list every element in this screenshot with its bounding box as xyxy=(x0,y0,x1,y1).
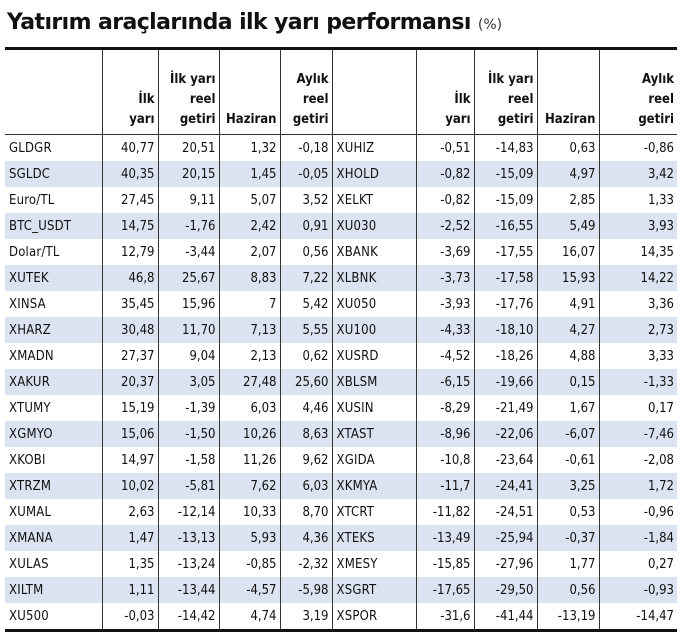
left-aylik-cell: -5,98 xyxy=(280,577,332,603)
table-row xyxy=(5,343,677,369)
left-reel-cell: -1,76 xyxy=(158,213,219,239)
right-ilk-yari-cell: -8,29 xyxy=(416,395,474,421)
right-reel-cell: -21,49 xyxy=(474,395,537,421)
left-aylik-cell: 0,91 xyxy=(280,213,332,239)
left-aylik-cell: 0,56 xyxy=(280,239,332,265)
header-haziran-right: Haziran xyxy=(537,50,599,135)
right-reel-cell: -15,09 xyxy=(474,161,537,187)
right-name-cell: XU030 xyxy=(332,213,416,239)
left-aylik-cell: 25,60 xyxy=(280,369,332,395)
left-ilk-yari-cell: 40,35 xyxy=(102,161,158,187)
right-ilk-yari-cell: -11,7 xyxy=(416,473,474,499)
left-ilk-yari-cell: 27,45 xyxy=(102,187,158,213)
header-ilk-yari-left: İlk yarı xyxy=(102,50,158,135)
right-name-cell: XTEKS xyxy=(332,525,416,551)
left-aylik-cell: -0,18 xyxy=(280,135,332,162)
left-aylik-cell: 8,70 xyxy=(280,499,332,525)
right-reel-cell: -41,44 xyxy=(474,603,537,629)
right-reel-cell: -24,51 xyxy=(474,499,537,525)
right-ilk-yari-cell: -17,65 xyxy=(416,577,474,603)
table-row xyxy=(5,213,677,239)
header-name-right xyxy=(332,50,416,135)
left-haziran-cell: 10,26 xyxy=(219,421,280,447)
title-unit: (%) xyxy=(477,17,503,33)
page-title xyxy=(7,7,502,39)
header-name-left xyxy=(5,50,102,135)
left-haziran-cell: 27,48 xyxy=(219,369,280,395)
left-name-cell: XKOBI xyxy=(9,452,46,468)
right-name-cell: XLBNK xyxy=(332,265,416,291)
left-aylik-cell: 4,46 xyxy=(280,395,332,421)
right-haziran-cell: 4,88 xyxy=(537,343,599,369)
right-ilk-yari-cell: -10,8 xyxy=(416,447,474,473)
left-name-cell: XU500 xyxy=(9,608,49,624)
table-row xyxy=(5,369,677,395)
right-reel-cell: -17,58 xyxy=(474,265,537,291)
left-ilk-yari-cell: 10,02 xyxy=(102,473,158,499)
right-name-cell: XHOLD xyxy=(332,161,416,187)
left-ilk-yari-cell: 15,06 xyxy=(102,421,158,447)
left-haziran-cell: 2,42 xyxy=(219,213,280,239)
right-reel-cell: -18,26 xyxy=(474,343,537,369)
table-row xyxy=(5,265,677,291)
right-aylik-cell: 3,42 xyxy=(599,161,677,187)
header-ilk-yari-right: İlk yarı xyxy=(416,50,474,135)
left-haziran-cell: -0,85 xyxy=(219,551,280,577)
right-aylik-cell: 14,22 xyxy=(599,265,677,291)
right-name-cell: XSPOR xyxy=(332,603,416,629)
left-reel-cell: 3,05 xyxy=(158,369,219,395)
left-aylik-cell: 3,19 xyxy=(280,603,332,629)
left-haziran-cell: 7,62 xyxy=(219,473,280,499)
left-aylik-cell: 9,62 xyxy=(280,447,332,473)
left-haziran-cell: -4,57 xyxy=(219,577,280,603)
left-reel-cell: 15,96 xyxy=(158,291,219,317)
left-name-cell: XAKUR xyxy=(5,369,102,395)
data-table xyxy=(5,50,677,629)
left-ilk-yari-cell: 1,35 xyxy=(102,551,158,577)
left-ilk-yari-cell: 1,47 xyxy=(102,525,158,551)
left-reel-cell: -1,58 xyxy=(158,447,219,473)
left-haziran-cell: 2,07 xyxy=(219,239,280,265)
right-haziran-cell: -6,07 xyxy=(537,421,599,447)
left-reel-cell: 20,51 xyxy=(158,135,219,162)
left-name-cell: SGLDC xyxy=(5,161,102,187)
left-reel-cell: -3,44 xyxy=(158,239,219,265)
right-ilk-yari-cell: -4,52 xyxy=(416,343,474,369)
table-row xyxy=(5,499,677,525)
right-reel-cell: -27,96 xyxy=(474,551,537,577)
left-haziran-cell: 7 xyxy=(219,291,280,317)
right-reel-cell: -14,83 xyxy=(474,135,537,162)
right-name-cell: XGIDA xyxy=(332,447,416,473)
left-haziran-cell: 5,93 xyxy=(219,525,280,551)
left-aylik-cell: -2,32 xyxy=(280,551,332,577)
right-haziran-cell: 15,93 xyxy=(537,265,599,291)
left-aylik-cell: 8,63 xyxy=(280,421,332,447)
right-reel-cell: -15,09 xyxy=(474,187,537,213)
left-name-cell: BTC_USDT xyxy=(5,213,102,239)
left-aylik-cell: 7,22 xyxy=(280,265,332,291)
left-reel-cell: 9,11 xyxy=(158,187,219,213)
left-haziran-cell: 1,45 xyxy=(219,161,280,187)
left-haziran-cell: 2,13 xyxy=(219,343,280,369)
right-reel-cell: -16,55 xyxy=(474,213,537,239)
left-name-cell: Dolar/TL xyxy=(9,244,60,260)
left-name-cell: Euro/TL xyxy=(9,192,55,208)
left-haziran-cell: 10,33 xyxy=(219,499,280,525)
right-aylik-cell: -2,08 xyxy=(599,447,677,473)
right-aylik-cell: 1,72 xyxy=(599,473,677,499)
table-row xyxy=(5,239,677,265)
right-ilk-yari-cell: -4,33 xyxy=(416,317,474,343)
right-ilk-yari-cell: -6,15 xyxy=(416,369,474,395)
table-row xyxy=(5,473,677,499)
right-name-cell: XUSIN xyxy=(332,395,416,421)
right-reel-cell: -23,64 xyxy=(474,447,537,473)
left-reel-cell: -13,24 xyxy=(158,551,219,577)
right-aylik-cell: 0,27 xyxy=(599,551,677,577)
right-haziran-cell: -0,37 xyxy=(537,525,599,551)
table-row xyxy=(5,421,677,447)
left-haziran-cell: 11,26 xyxy=(219,447,280,473)
left-ilk-yari-cell: 12,79 xyxy=(102,239,158,265)
left-haziran-cell: 5,07 xyxy=(219,187,280,213)
left-name-cell: XULAS xyxy=(9,556,49,572)
right-aylik-cell: 3,93 xyxy=(599,213,677,239)
left-name-cell: XHARZ xyxy=(5,317,102,343)
right-haziran-cell: 0,53 xyxy=(537,499,599,525)
right-name-cell: XTAST xyxy=(332,421,416,447)
right-reel-cell: -19,66 xyxy=(474,369,537,395)
right-aylik-cell: 3,33 xyxy=(599,343,677,369)
left-name-cell: XUMAL xyxy=(9,504,52,520)
right-haziran-cell: 2,85 xyxy=(537,187,599,213)
left-reel-cell: -5,81 xyxy=(158,473,219,499)
left-ilk-yari-cell: -0,03 xyxy=(102,603,158,629)
right-ilk-yari-cell: -3,69 xyxy=(416,239,474,265)
right-haziran-cell: 3,25 xyxy=(537,473,599,499)
right-haziran-cell: 1,67 xyxy=(537,395,599,421)
left-haziran-cell: 1,32 xyxy=(219,135,280,162)
table-row xyxy=(5,161,677,187)
right-name-cell: XBLSM xyxy=(332,369,416,395)
right-haziran-cell: 16,07 xyxy=(537,239,599,265)
right-haziran-cell: 4,97 xyxy=(537,161,599,187)
right-ilk-yari-cell: -0,82 xyxy=(416,187,474,213)
left-aylik-cell: 5,55 xyxy=(280,317,332,343)
left-name-cell: GLDGR xyxy=(9,140,52,156)
table-row xyxy=(5,603,677,629)
left-reel-cell: 20,15 xyxy=(158,161,219,187)
right-aylik-cell: -0,96 xyxy=(599,499,677,525)
left-reel-cell: 25,67 xyxy=(158,265,219,291)
right-aylik-cell: -7,46 xyxy=(599,421,677,447)
right-name-cell: XUHIZ xyxy=(332,135,416,162)
right-name-cell: XMESY xyxy=(332,551,416,577)
header-reel-getiri-right: İlk yarı reel getiri xyxy=(474,50,537,135)
right-ilk-yari-cell: -15,85 xyxy=(416,551,474,577)
table-row xyxy=(5,135,677,162)
left-ilk-yari-cell: 2,63 xyxy=(102,499,158,525)
right-haziran-cell: 4,91 xyxy=(537,291,599,317)
left-ilk-yari-cell: 1,11 xyxy=(102,577,158,603)
right-name-cell: XU050 xyxy=(332,291,416,317)
right-aylik-cell: -0,93 xyxy=(599,577,677,603)
left-aylik-cell: 5,42 xyxy=(280,291,332,317)
left-aylik-cell: 0,62 xyxy=(280,343,332,369)
left-ilk-yari-cell: 27,37 xyxy=(102,343,158,369)
left-ilk-yari-cell: 14,97 xyxy=(102,447,158,473)
right-haziran-cell: 0,56 xyxy=(537,577,599,603)
right-haziran-cell: 1,77 xyxy=(537,551,599,577)
right-aylik-cell: -14,47 xyxy=(599,603,677,629)
right-name-cell: XBANK xyxy=(332,239,416,265)
right-haziran-cell: -13,19 xyxy=(537,603,599,629)
table-row xyxy=(5,525,677,551)
left-aylik-cell: -0,05 xyxy=(280,161,332,187)
table-row xyxy=(5,551,677,577)
left-ilk-yari-cell: 46,8 xyxy=(102,265,158,291)
table-row xyxy=(5,187,677,213)
left-name-cell: XGMYO xyxy=(5,421,102,447)
left-reel-cell: 9,04 xyxy=(158,343,219,369)
right-ilk-yari-cell: -0,82 xyxy=(416,161,474,187)
right-haziran-cell: 4,27 xyxy=(537,317,599,343)
right-aylik-cell: 2,73 xyxy=(599,317,677,343)
left-haziran-cell: 8,83 xyxy=(219,265,280,291)
right-ilk-yari-cell: -8,96 xyxy=(416,421,474,447)
right-reel-cell: -22,06 xyxy=(474,421,537,447)
right-ilk-yari-cell: -13,49 xyxy=(416,525,474,551)
right-aylik-cell: -0,86 xyxy=(599,135,677,162)
left-reel-cell: -14,42 xyxy=(158,603,219,629)
header-aylik-right: Aylık reel getiri xyxy=(599,50,677,135)
right-reel-cell: -29,50 xyxy=(474,577,537,603)
left-ilk-yari-cell: 35,45 xyxy=(102,291,158,317)
table-row xyxy=(5,395,677,421)
right-ilk-yari-cell: -3,73 xyxy=(416,265,474,291)
table-body xyxy=(5,135,677,630)
title-text: Yatırım araçlarında ilk yarı performansı xyxy=(7,10,471,35)
right-name-cell: XELKT xyxy=(332,187,416,213)
left-reel-cell: -13,13 xyxy=(158,525,219,551)
left-reel-cell: -13,44 xyxy=(158,577,219,603)
left-ilk-yari-cell: 30,48 xyxy=(102,317,158,343)
right-name-cell: XSGRT xyxy=(332,577,416,603)
right-aylik-cell: 3,36 xyxy=(599,291,677,317)
left-reel-cell: -12,14 xyxy=(158,499,219,525)
left-aylik-cell: 3,52 xyxy=(280,187,332,213)
left-name-cell: XTUMY xyxy=(9,400,51,416)
right-haziran-cell: 0,63 xyxy=(537,135,599,162)
left-name-cell: XTRZM xyxy=(5,473,102,499)
header-reel-getiri-left: İlk yarı reel getiri xyxy=(158,50,219,135)
right-reel-cell: -24,41 xyxy=(474,473,537,499)
table-row xyxy=(5,577,677,603)
right-reel-cell: -25,94 xyxy=(474,525,537,551)
left-haziran-cell: 7,13 xyxy=(219,317,280,343)
right-aylik-cell: 0,17 xyxy=(599,395,677,421)
right-ilk-yari-cell: -31,6 xyxy=(416,603,474,629)
left-ilk-yari-cell: 20,37 xyxy=(102,369,158,395)
left-name-cell: XMADN xyxy=(9,348,54,364)
header-row xyxy=(5,50,677,135)
left-reel-cell: 11,70 xyxy=(158,317,219,343)
table-row xyxy=(5,447,677,473)
left-name-cell: XMANA xyxy=(5,525,102,551)
right-ilk-yari-cell: -11,82 xyxy=(416,499,474,525)
right-reel-cell: -17,55 xyxy=(474,239,537,265)
table-row xyxy=(5,291,677,317)
left-aylik-cell: 4,36 xyxy=(280,525,332,551)
right-haziran-cell: 5,49 xyxy=(537,213,599,239)
right-ilk-yari-cell: -2,52 xyxy=(416,213,474,239)
header-haziran-left: Haziran xyxy=(219,50,280,135)
left-reel-cell: -1,39 xyxy=(158,395,219,421)
left-name-cell: XUTEK xyxy=(5,265,102,291)
right-aylik-cell: 14,35 xyxy=(599,239,677,265)
right-name-cell: XKMYA xyxy=(332,473,416,499)
right-name-cell: XTCRT xyxy=(332,499,416,525)
left-ilk-yari-cell: 14,75 xyxy=(102,213,158,239)
left-haziran-cell: 6,03 xyxy=(219,395,280,421)
right-haziran-cell: -0,61 xyxy=(537,447,599,473)
table-row xyxy=(5,317,677,343)
right-aylik-cell: -1,84 xyxy=(599,525,677,551)
left-name-cell: XINSA xyxy=(9,296,46,312)
left-reel-cell: -1,50 xyxy=(158,421,219,447)
left-ilk-yari-cell: 40,77 xyxy=(102,135,158,162)
performance-table xyxy=(5,47,677,632)
right-reel-cell: -17,76 xyxy=(474,291,537,317)
left-ilk-yari-cell: 15,19 xyxy=(102,395,158,421)
right-name-cell: XUSRD xyxy=(332,343,416,369)
right-name-cell: XU100 xyxy=(332,317,416,343)
right-aylik-cell: -1,33 xyxy=(599,369,677,395)
right-haziran-cell: 0,15 xyxy=(537,369,599,395)
left-aylik-cell: 6,03 xyxy=(280,473,332,499)
header-aylik-left: Aylık reel getiri xyxy=(280,50,332,135)
right-ilk-yari-cell: -0,51 xyxy=(416,135,474,162)
right-reel-cell: -18,10 xyxy=(474,317,537,343)
right-ilk-yari-cell: -3,93 xyxy=(416,291,474,317)
left-name-cell: XILTM xyxy=(5,577,102,603)
left-haziran-cell: 4,74 xyxy=(219,603,280,629)
right-aylik-cell: 1,33 xyxy=(599,187,677,213)
